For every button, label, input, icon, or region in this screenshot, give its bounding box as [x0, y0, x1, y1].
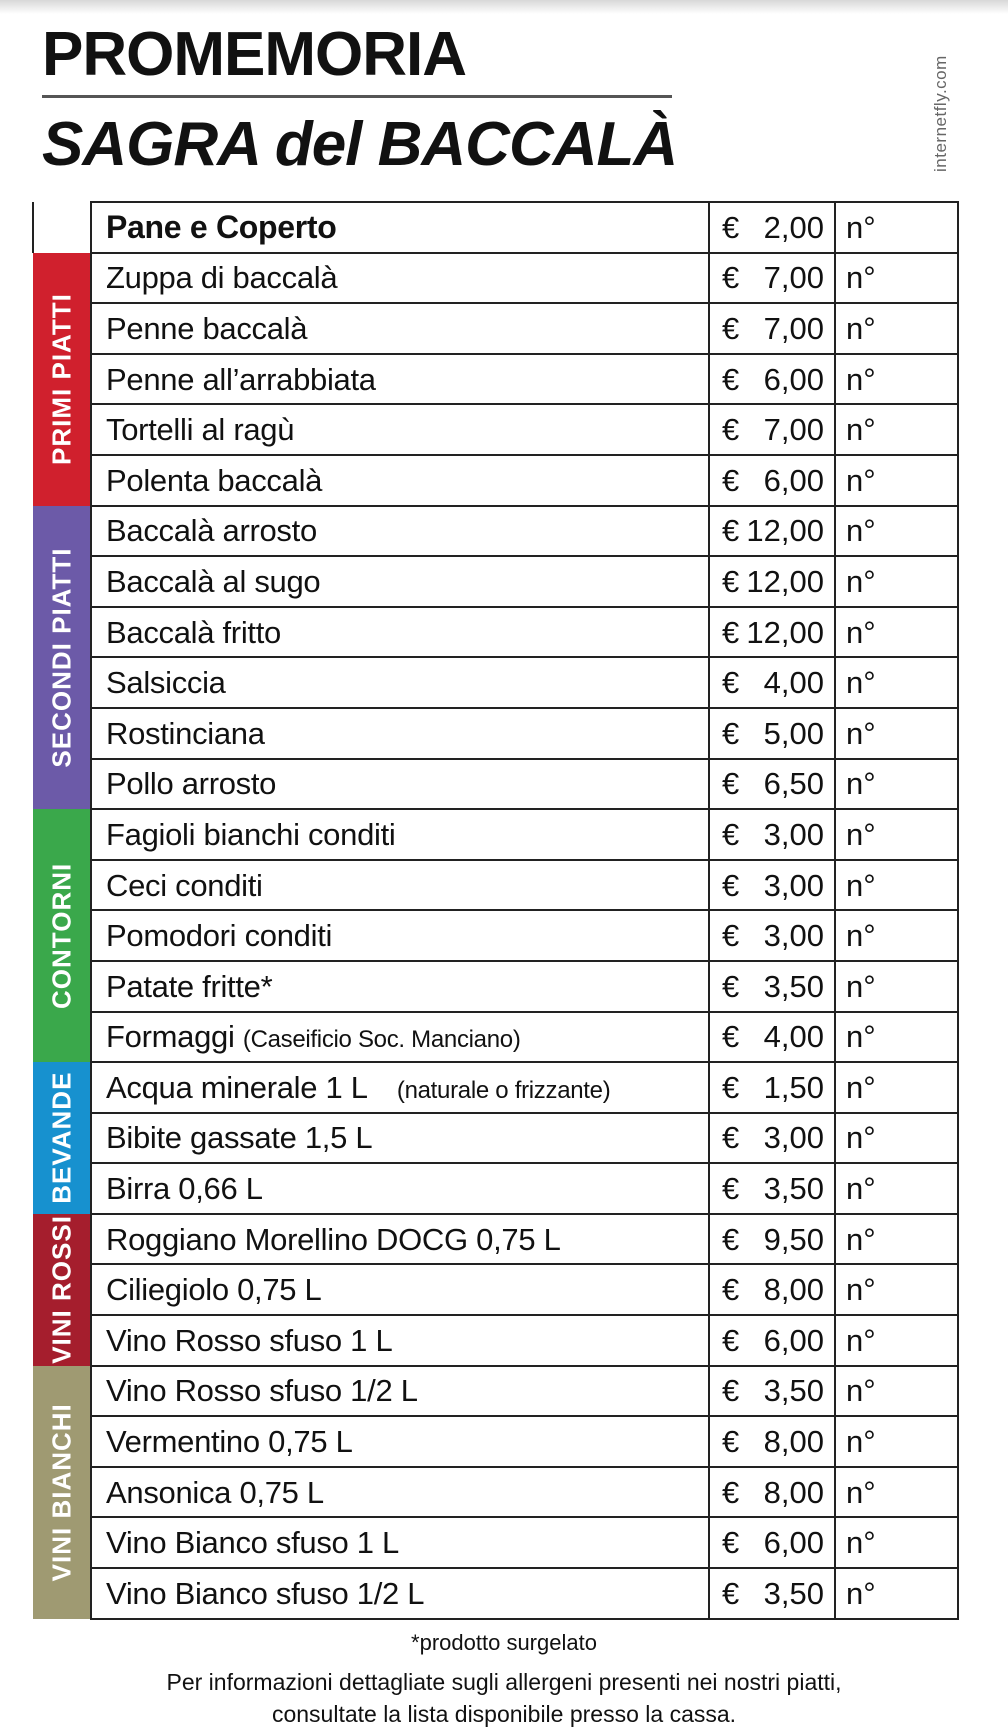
currency-symbol: € [722, 1069, 740, 1105]
menu-row [33, 556, 958, 607]
item-price: 3,50 [763, 1576, 824, 1612]
item-price: 3,00 [763, 918, 824, 954]
menu-row [33, 1517, 958, 1568]
menu-row [33, 1568, 958, 1619]
quantity-field[interactable] [835, 657, 958, 708]
item-name-cell [91, 1163, 709, 1214]
item-name: Vino Bianco sfuso 1 L [106, 1525, 399, 1561]
menu-row [33, 910, 958, 961]
quantity-label: n° [846, 513, 876, 549]
quantity-label: n° [846, 1525, 876, 1561]
quantity-field[interactable] [835, 303, 958, 354]
item-price-cell [709, 556, 835, 607]
item-price-cell [709, 1366, 835, 1417]
currency-symbol: € [722, 513, 740, 549]
quantity-label: n° [846, 614, 876, 650]
menu-row [33, 354, 958, 405]
item-price: 3,00 [763, 867, 824, 903]
quantity-field[interactable] [835, 607, 958, 658]
currency-symbol: € [722, 816, 740, 852]
currency-symbol: € [722, 867, 740, 903]
item-name-cell [91, 1315, 709, 1366]
category-label: VINI ROSSI [46, 1215, 77, 1365]
quantity-label: n° [846, 1474, 876, 1510]
item-price-cell [709, 1467, 835, 1518]
item-price: 6,00 [763, 361, 824, 397]
menu-row [33, 455, 958, 506]
menu-row [33, 404, 958, 455]
quantity-field[interactable] [835, 759, 958, 810]
item-name-cell [91, 1113, 709, 1164]
currency-symbol: € [722, 1322, 740, 1358]
item-name: Penne all’arrabbiata [106, 361, 376, 397]
quantity-field[interactable] [835, 1517, 958, 1568]
item-price: 6,00 [763, 1322, 824, 1358]
item-name-cell [91, 506, 709, 557]
item-name-cell [91, 1062, 709, 1113]
quantity-label: n° [846, 209, 876, 245]
item-name: Baccalà fritto [106, 614, 281, 650]
category-label: SECONDI PIATTI [46, 547, 77, 768]
item-price: 3,50 [763, 1171, 824, 1207]
category-band [33, 809, 91, 1062]
item-price-cell [709, 1517, 835, 1568]
menu-row [33, 809, 958, 860]
item-price-cell [709, 961, 835, 1012]
item-note: (Caseificio Soc. Manciano) [242, 1026, 521, 1054]
item-name: Pomodori conditi [106, 918, 333, 954]
menu-row [33, 961, 958, 1012]
item-price-cell [709, 1315, 835, 1366]
item-name-cell [91, 759, 709, 810]
quantity-field[interactable] [835, 1416, 958, 1467]
allergen-info [0, 1666, 1008, 1730]
menu-row [33, 1416, 958, 1467]
item-price-cell [709, 1264, 835, 1315]
item-price-cell [709, 809, 835, 860]
item-name: Baccalà arrosto [106, 513, 317, 549]
menu-row [33, 1366, 958, 1417]
item-name-cell [91, 607, 709, 658]
quantity-label: n° [846, 816, 876, 852]
item-name-cell [91, 860, 709, 911]
item-price: 12,00 [746, 513, 824, 549]
event-title: SAGRA del BACCALÀ [42, 110, 678, 179]
item-name: Patate fritte* [106, 968, 273, 1004]
category-band [33, 1214, 91, 1366]
quantity-label: n° [846, 1272, 876, 1308]
menu-row [33, 506, 958, 557]
item-price: 7,00 [763, 412, 824, 448]
item-name-cell [91, 809, 709, 860]
quantity-field[interactable] [835, 253, 958, 304]
item-name: Zuppa di baccalà [106, 260, 338, 296]
quantity-field[interactable] [835, 809, 958, 860]
quantity-label: n° [846, 1221, 876, 1257]
item-name-cell [91, 455, 709, 506]
quantity-field[interactable] [835, 354, 958, 405]
item-name: Baccalà al sugo [106, 563, 321, 599]
currency-symbol: € [722, 563, 740, 599]
item-name: Vino Rosso sfuso 1/2 L [106, 1373, 418, 1409]
quantity-label: n° [846, 715, 876, 751]
item-price: 3,00 [763, 1120, 824, 1156]
item-name: Roggiano Morellino DOCG 0,75 L [106, 1221, 561, 1257]
menu-row [33, 708, 958, 759]
item-price-cell [709, 607, 835, 658]
menu-row [33, 1012, 958, 1063]
footnote: *prodotto surgelato [411, 1630, 597, 1655]
menu-row [33, 607, 958, 658]
quantity-label: n° [846, 361, 876, 397]
item-name: Vermentino 0,75 L [106, 1424, 353, 1460]
item-price-cell [709, 1163, 835, 1214]
item-price: 3,50 [763, 1373, 824, 1409]
item-name: Fagioli bianchi conditi [106, 816, 396, 852]
currency-symbol: € [722, 462, 740, 498]
currency-symbol: € [722, 1576, 740, 1612]
quantity-field[interactable] [835, 455, 958, 506]
currency-symbol: € [722, 1171, 740, 1207]
currency-symbol: € [722, 310, 740, 346]
item-price: 1,50 [763, 1069, 824, 1105]
quantity-label: n° [846, 1322, 876, 1358]
item-name: Ansonica 0,75 L [106, 1474, 324, 1510]
item-name: Salsiccia [106, 665, 226, 701]
quantity-field[interactable] [835, 1315, 958, 1366]
quantity-label: n° [846, 563, 876, 599]
item-price-cell [709, 253, 835, 304]
item-name: Ceci conditi [106, 867, 263, 903]
currency-symbol: € [722, 1221, 740, 1257]
currency-symbol: € [722, 1424, 740, 1460]
item-price: 7,00 [763, 310, 824, 346]
currency-symbol: € [722, 1373, 740, 1409]
category-band [33, 506, 91, 810]
quantity-field[interactable] [835, 1366, 958, 1417]
item-name: Rostinciana [106, 715, 265, 751]
quantity-field[interactable] [835, 506, 958, 557]
item-price: 12,00 [746, 563, 824, 599]
currency-symbol: € [722, 766, 740, 802]
quantity-label: n° [846, 1069, 876, 1105]
item-price-cell [709, 455, 835, 506]
category-label: BEVANDE [46, 1071, 77, 1205]
item-price: 4,00 [763, 1019, 824, 1055]
item-name: Penne baccalà [106, 310, 308, 346]
currency-symbol: € [722, 968, 740, 1004]
menu-row [33, 303, 958, 354]
item-name: Birra 0,66 L [106, 1171, 263, 1207]
item-name: Bibite gassate 1,5 L [106, 1120, 373, 1156]
quantity-field[interactable] [835, 708, 958, 759]
item-price: 8,00 [763, 1424, 824, 1460]
item-price: 7,00 [763, 260, 824, 296]
item-price: 8,00 [763, 1272, 824, 1308]
item-price: 8,00 [763, 1474, 824, 1510]
item-price-cell [709, 202, 835, 253]
allergen-info-line-2: consultate la lista disponibile presso la cassa. [271, 1701, 737, 1727]
currency-symbol: € [722, 614, 740, 650]
menu-row [33, 759, 958, 810]
currency-symbol: € [722, 1525, 740, 1561]
quantity-field[interactable] [835, 202, 958, 253]
menu-row [33, 1113, 958, 1164]
quantity-label: n° [846, 462, 876, 498]
item-name: Vino Rosso sfuso 1 L [106, 1322, 393, 1358]
item-price-cell [709, 1062, 835, 1113]
quantity-label: n° [846, 1576, 876, 1612]
quantity-label: n° [846, 968, 876, 1004]
item-name-cell [91, 404, 709, 455]
quantity-label: n° [846, 310, 876, 346]
item-price-cell [709, 303, 835, 354]
quantity-field[interactable] [835, 1264, 958, 1315]
item-name: Pollo arrosto [106, 766, 277, 802]
quantity-label: n° [846, 260, 876, 296]
quantity-label: n° [846, 918, 876, 954]
quantity-field[interactable] [835, 961, 958, 1012]
menu-row [33, 1163, 958, 1214]
quantity-label: n° [846, 1120, 876, 1156]
category-label: PRIMI PIATTI [46, 293, 77, 466]
item-price-cell [709, 1012, 835, 1063]
currency-symbol: € [722, 715, 740, 751]
item-price: 3,00 [763, 816, 824, 852]
item-name-cell [91, 1568, 709, 1619]
quantity-field[interactable] [835, 910, 958, 961]
item-price-cell [709, 354, 835, 405]
quantity-field[interactable] [835, 1214, 958, 1265]
currency-symbol: € [722, 918, 740, 954]
quantity-field[interactable] [835, 1012, 958, 1063]
item-price: 9,50 [763, 1221, 824, 1257]
item-price-cell [709, 506, 835, 557]
item-price-cell [709, 1416, 835, 1467]
item-price-cell [709, 404, 835, 455]
item-price: 5,00 [763, 715, 824, 751]
quantity-field[interactable] [835, 1568, 958, 1619]
currency-symbol: € [722, 1120, 740, 1156]
currency-symbol: € [722, 412, 740, 448]
menu-table [32, 201, 959, 1620]
quantity-label: n° [846, 1019, 876, 1055]
currency-symbol: € [722, 209, 740, 245]
quantity-field[interactable] [835, 1062, 958, 1113]
item-name-cell [91, 1416, 709, 1467]
quantity-field[interactable] [835, 404, 958, 455]
category-band [33, 1366, 91, 1619]
category-band [33, 1062, 91, 1214]
item-name-cell [91, 910, 709, 961]
currency-symbol: € [722, 260, 740, 296]
item-name-cell [91, 1264, 709, 1315]
currency-symbol: € [722, 1019, 740, 1055]
menu-row [33, 1315, 958, 1366]
item-name-cell [91, 354, 709, 405]
allergen-info-line-1: Per informazioni dettagliate sugli allergeni presenti nei nostri piatti, [166, 1669, 842, 1695]
item-name-cell [91, 202, 709, 253]
category-blank-cell [33, 202, 91, 253]
item-name-cell [91, 1366, 709, 1417]
currency-symbol: € [722, 1474, 740, 1510]
item-name: Tortelli al ragù [106, 412, 295, 448]
page-title: PROMEMORIA [42, 20, 466, 89]
quantity-field[interactable] [835, 1113, 958, 1164]
item-name: Vino Bianco sfuso 1/2 L [106, 1576, 425, 1612]
item-name: Acqua minerale 1 L [106, 1069, 367, 1105]
quantity-label: n° [846, 1171, 876, 1207]
item-price: 12,00 [746, 614, 824, 650]
item-name: Ciliegiolo 0,75 L [106, 1272, 322, 1308]
category-label: VINI BIANCHI [46, 1403, 77, 1582]
top-shadow [0, 0, 1008, 14]
menu-row [33, 1214, 958, 1265]
item-name-cell [91, 253, 709, 304]
item-price-cell [709, 1113, 835, 1164]
quantity-field[interactable] [835, 556, 958, 607]
menu-row [33, 1062, 958, 1113]
menu-row [33, 202, 958, 253]
item-note: (naturale o frizzante) [396, 1076, 611, 1104]
item-price: 3,50 [763, 968, 824, 1004]
menu-row [33, 253, 958, 304]
watermark: internetfly.com [931, 55, 950, 172]
item-price-cell [709, 1568, 835, 1619]
item-price-cell [709, 910, 835, 961]
item-name-cell [91, 1012, 709, 1063]
item-price-cell [709, 759, 835, 810]
category-label: CONTORNI [46, 862, 77, 1009]
item-price: 2,00 [763, 209, 824, 245]
menu-row [33, 657, 958, 708]
quantity-field[interactable] [835, 1163, 958, 1214]
currency-symbol: € [722, 1272, 740, 1308]
item-price-cell [709, 657, 835, 708]
item-name-cell [91, 1214, 709, 1265]
quantity-label: n° [846, 1424, 876, 1460]
item-price: 4,00 [763, 665, 824, 701]
menu-row [33, 860, 958, 911]
quantity-label: n° [846, 766, 876, 802]
item-name-cell [91, 708, 709, 759]
item-name: Polenta baccalà [106, 462, 323, 498]
item-name: Formaggi [106, 1019, 235, 1055]
menu-row [33, 1264, 958, 1315]
quantity-label: n° [846, 867, 876, 903]
item-name-cell [91, 657, 709, 708]
item-name-cell [91, 1517, 709, 1568]
item-name-cell [91, 961, 709, 1012]
item-price-cell [709, 1214, 835, 1265]
item-name-cell [91, 1467, 709, 1518]
item-price: 6,00 [763, 462, 824, 498]
item-price: 6,00 [763, 1525, 824, 1561]
title-divider [42, 95, 672, 98]
item-price-cell [709, 708, 835, 759]
item-price: 6,50 [763, 766, 824, 802]
category-band [33, 253, 91, 506]
currency-symbol: € [722, 665, 740, 701]
menu-row [33, 1467, 958, 1518]
item-name: Pane e Coperto [106, 209, 337, 246]
quantity-field[interactable] [835, 1467, 958, 1518]
item-name-cell [91, 556, 709, 607]
quantity-label: n° [846, 412, 876, 448]
quantity-label: n° [846, 665, 876, 701]
quantity-field[interactable] [835, 860, 958, 911]
quantity-label: n° [846, 1373, 876, 1409]
item-price-cell [709, 860, 835, 911]
item-name-cell [91, 303, 709, 354]
currency-symbol: € [722, 361, 740, 397]
